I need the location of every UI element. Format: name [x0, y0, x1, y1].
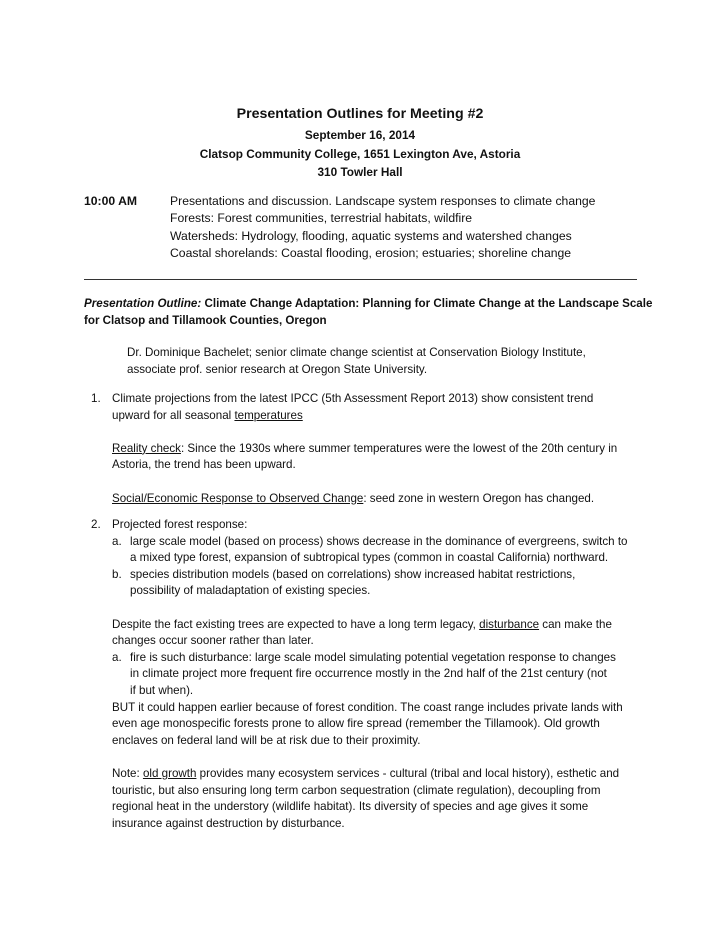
sub-item-label: b. — [112, 567, 122, 581]
reality-check-label: Reality check — [112, 441, 181, 455]
sub-item-line: a mixed type forest, expansion of subtropical types (common in coastal California) northward. — [130, 551, 609, 565]
outline-title — [84, 296, 652, 329]
note-line: touristic, but also ensuring long term carbon sequestration (climate regulation), decoupling from — [112, 783, 601, 797]
but-line: even age monospecific forests prone to allow fire spread (remember the Tillamook). Old growth — [112, 717, 600, 731]
sub-item-label: a. — [112, 534, 122, 548]
item-1-line: Climate projections from the latest IPCC (5th Assessment Report 2013) show consistent trend — [112, 392, 594, 405]
presenter-info — [127, 345, 586, 378]
agenda-lines — [170, 193, 595, 263]
sub-item-a — [112, 534, 628, 567]
sub-item-line: species distribution models (based on correlations) show increased habitat restrictions, — [130, 567, 576, 581]
sub-item-line: if but when). — [130, 683, 194, 697]
presenter-line: Dr. Dominique Bachelet; senior climate change scientist at Conservation Biology Institute, — [127, 346, 586, 359]
meeting-location: Clatsop Community College, 1651 Lexington Ave, Astoria — [199, 147, 521, 161]
note-paragraph: Note: old growth provides many ecosystem services - cultural (tribal and local history), esthetic and — [112, 766, 620, 780]
social-response: Social/Economic Response to Observed Change: seed zone in western Oregon has changed. — [112, 491, 595, 505]
but-line: BUT it could happen earlier because of forest condition. The coast range includes private lands with — [112, 700, 623, 714]
item-2-body — [112, 517, 628, 832]
sub-item-line: in climate project more frequent fire occurrence mostly in the 2nd half of the 21st century (not — [130, 667, 607, 681]
document-title: Presentation Outlines for Meeting #2 — [236, 106, 484, 122]
despite-paragraph: Despite the fact existing trees are expected to have a long term legacy, disturbance can make the — [112, 617, 612, 631]
social-response-label: Social/Economic Response to Observed Change — [112, 491, 364, 505]
note-line: regional heat in the understory (wildlife habitat). Its diversity of species and age gives it some — [112, 800, 589, 814]
agenda-line: Presentations and discussion. Landscape system responses to climate change — [170, 194, 596, 208]
disturbance-underlined: disturbance — [479, 617, 540, 631]
reality-check: Reality check: Since the 1930s where summer temperatures were the lowest of the 20th century in — [112, 441, 618, 455]
item-1-line: upward for all seasonal temperatures — [112, 408, 303, 422]
outline-label: Presentation Outline: — [84, 297, 202, 310]
item-1-number: 1. — [91, 392, 101, 405]
despite-line2: changes occur sooner rather than later. — [112, 634, 314, 648]
sub-item-line: fire is such disturbance: large scale model simulating potential vegetation response to changes — [130, 650, 616, 664]
agenda-line: Forests: Forest communities, terrestrial habitats, wildfire — [170, 211, 473, 226]
sub-item-line: possibility of maladaptation of existing species. — [130, 584, 371, 598]
sub-item-b — [112, 567, 628, 600]
horizontal-divider — [84, 279, 637, 280]
sub-item-line: large scale model (based on process) shows decrease in the dominance of evergreens, switch to — [130, 534, 628, 548]
meeting-room: 310 Towler Hall — [317, 165, 403, 179]
item-1-body — [112, 391, 617, 507]
outline-title-line2: for Clatsop and Tillamook Counties, Oregon — [84, 313, 327, 327]
item-2-number: 2. — [91, 518, 101, 531]
sub-item-label: a. — [112, 650, 122, 664]
meeting-date: September 16, 2014 — [304, 128, 416, 142]
item-2-heading: Projected forest response: — [112, 518, 248, 531]
sub-item-fire — [112, 650, 628, 700]
agenda-line: Coastal shorelands: Coastal flooding, erosion; estuaries; shoreline change — [170, 246, 572, 261]
agenda-time: 10:00 AM — [84, 194, 138, 208]
old-growth-underlined: old growth — [142, 766, 197, 780]
reality-check-line2: Astoria, the trend has been upward. — [112, 458, 296, 472]
agenda-line: Watersheds: Hydrology, flooding, aquatic systems and watershed changes — [170, 228, 572, 243]
outline-title-line1: Climate Change Adaptation: Planning for Climate Change at the Landscape Scale — [204, 297, 653, 310]
note-line: insurance against destruction by disturbance. — [112, 816, 345, 830]
presenter-line: associate prof. senior research at Oregon State University. — [127, 362, 428, 376]
but-line: enclaves on federal land will be at risk due to their proximity. — [112, 733, 421, 747]
temperatures-underlined: temperatures — [234, 408, 303, 422]
